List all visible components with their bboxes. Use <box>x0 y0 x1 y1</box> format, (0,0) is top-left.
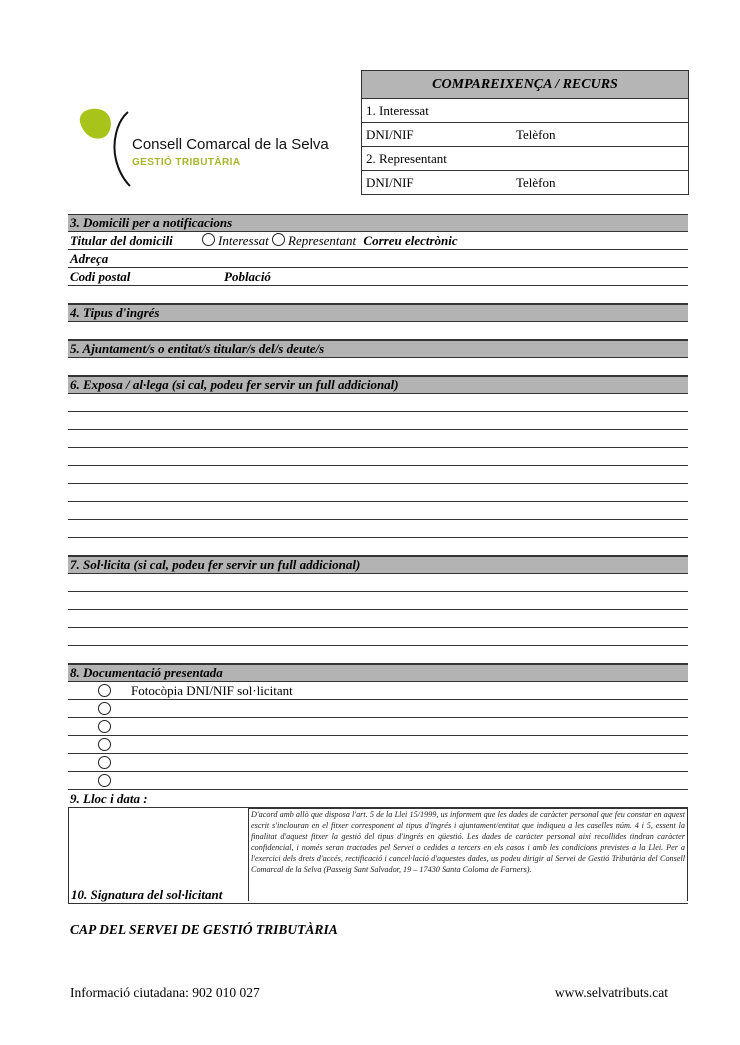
lloc-data-field[interactable] <box>68 790 688 808</box>
section-8-header: 8. Documentació presentada <box>68 664 688 682</box>
exposa-line[interactable] <box>68 502 688 520</box>
solicita-line[interactable] <box>68 610 688 628</box>
document-checkbox[interactable] <box>98 738 111 751</box>
dni-nif-label: DNI/NIF <box>366 175 414 190</box>
interessat-radio[interactable] <box>202 233 215 246</box>
document-item[interactable] <box>68 754 688 772</box>
logo-title: Consell Comarcal de la Selva <box>132 136 329 153</box>
footer-web[interactable]: www.selvatributs.cat <box>554 985 668 1000</box>
adreca-label: Adreça <box>70 251 109 266</box>
section-6-header: 6. Exposa / al·lega (si cal, podeu fer servir un full addicional) <box>68 376 688 394</box>
footer-info: Informació ciutadana: 902 010 027 <box>70 985 260 1000</box>
poblacio-label: Població <box>224 269 271 284</box>
representant-radio[interactable] <box>272 233 285 246</box>
signature-area <box>68 808 688 904</box>
document-item[interactable] <box>68 700 688 718</box>
codi-postal-row[interactable] <box>68 268 688 286</box>
representant-label: 2. Representant <box>366 151 447 166</box>
section-3-header: 3. Domicili per a notificacions <box>68 214 688 232</box>
representant-field[interactable] <box>362 147 688 171</box>
form-body <box>68 214 688 904</box>
adreca-field[interactable] <box>68 250 688 268</box>
signature-label: 10. Signatura del sol·licitant <box>71 887 223 902</box>
document-item[interactable] <box>68 718 688 736</box>
blank-line[interactable] <box>68 286 688 304</box>
interessat-dni-row[interactable] <box>362 123 688 147</box>
logo <box>76 108 346 188</box>
telefon-label: Telèfon <box>516 127 556 142</box>
ajuntament-field[interactable] <box>68 358 688 376</box>
solicita-line[interactable] <box>68 592 688 610</box>
representant-dni-row[interactable] <box>362 171 688 194</box>
document-item[interactable] <box>68 736 688 754</box>
section-7-header: 7. Sol·licita (si cal, podeu fer servir un full addicional) <box>68 556 688 574</box>
exposa-line[interactable] <box>68 538 688 556</box>
exposa-line[interactable] <box>68 520 688 538</box>
tipus-ingres-field[interactable] <box>68 322 688 340</box>
document-checkbox[interactable] <box>98 756 111 769</box>
titular-row <box>68 232 688 250</box>
compareixenca-title: COMPAREIXENÇA / RECURS <box>362 71 688 99</box>
dni-nif-label: DNI/NIF <box>366 127 414 142</box>
document-item <box>68 682 688 700</box>
titular-label: Titular del domicili <box>70 233 173 248</box>
interessat-option-label: Interessat <box>218 233 269 248</box>
exposa-line[interactable] <box>68 484 688 502</box>
codi-postal-label: Codi postal <box>70 269 131 284</box>
section-5-header: 5. Ajuntament/s o entitat/s titular/s del/s deute/s <box>68 340 688 358</box>
document-checkbox[interactable] <box>98 702 111 715</box>
exposa-line[interactable] <box>68 430 688 448</box>
logo-subtitle: GESTIÓ TRIBUTÀRIA <box>132 157 241 168</box>
document-item[interactable] <box>68 772 688 790</box>
legal-notice: D'acord amb allò que disposa l'art. 5 de la Llei 15/1999, us informem que les dades de caràcter personal que feu constar en aquest escrit s'inclouran en el fitxer corresponent al tipus d'ingrés i ajuntament/entitat que indiqueu a les caselles núm. 4 i 5, essent la finalitat d'aquest fitxer la gestió del tipus d'ingrés en qüestió. Les dades de caràcter personal així recollides tindran caràcter confidencial, i només seran tractades pel Servei o cedides a tercers en els casos i amb les condicions previstes a la Llei. Per a l'exercici dels drets d'accés, rectificació i cancel·lació d'aquestes dades, us podeu dirigir al Servei de Gestió Tributària del Consell Comarcal de la Selva (Passeig Sant Salvador, 19 – 17430 Santa Coloma de Farners). <box>248 808 688 901</box>
exposa-line[interactable] <box>68 412 688 430</box>
cap-servei: CAP DEL SERVEI DE GESTIÓ TRIBUTÀRIA <box>70 922 338 937</box>
compareixenca-box <box>361 70 689 195</box>
interessat-label: 1. Interessat <box>366 103 429 118</box>
document-checkbox[interactable] <box>98 774 111 787</box>
document-checkbox[interactable] <box>98 720 111 733</box>
exposa-line[interactable] <box>68 394 688 412</box>
solicita-line[interactable] <box>68 628 688 646</box>
document-item-label: Fotocòpia DNI/NIF sol·licitant <box>131 683 293 698</box>
exposa-line[interactable] <box>68 466 688 484</box>
solicita-line[interactable] <box>68 646 688 664</box>
document-checkbox[interactable] <box>98 684 111 697</box>
signature-field[interactable] <box>68 808 247 903</box>
interessat-field[interactable] <box>362 99 688 123</box>
telefon-label: Telèfon <box>516 175 556 190</box>
section-4-header: 4. Tipus d'ingrés <box>68 304 688 322</box>
solicita-line[interactable] <box>68 574 688 592</box>
exposa-line[interactable] <box>68 448 688 466</box>
section-9-label: 9. Lloc i data : <box>70 791 148 806</box>
correu-label: Correu electrònic <box>363 233 458 248</box>
representant-option-label: Representant <box>288 233 357 248</box>
leaf-logo-icon <box>76 108 136 188</box>
